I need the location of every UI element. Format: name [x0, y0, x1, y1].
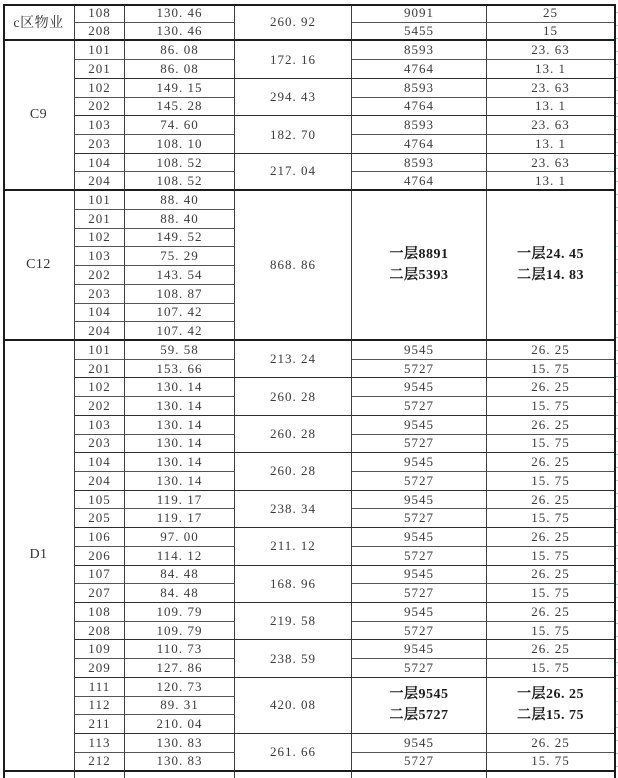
room-number-cell[interactable]: 202 — [75, 397, 125, 416]
area-cell[interactable]: 149. 15 — [125, 79, 235, 98]
room-number-cell[interactable]: 105 — [75, 491, 125, 510]
area-cell[interactable]: 88. 40 — [125, 210, 235, 229]
room-number-cell[interactable]: 201 — [75, 60, 125, 79]
rate-cell[interactable]: 26. 25 — [487, 416, 614, 435]
amount-cell[interactable]: 8593 — [352, 154, 487, 173]
amount-cell[interactable]: 9545 — [352, 378, 487, 397]
area-cell[interactable]: 130. 14 — [125, 378, 235, 397]
rate-cell[interactable]: 26. 25 — [487, 566, 614, 585]
merged-line: 一层8891 — [389, 247, 449, 263]
rate-cell[interactable]: 26. 25 — [487, 603, 614, 622]
room-number-cell[interactable]: 102 — [75, 79, 125, 98]
area-cell[interactable]: 143. 54 — [125, 266, 235, 285]
area-cell[interactable]: 114. 12 — [125, 547, 235, 566]
merged-rate-cell[interactable] — [487, 191, 614, 341]
rate-cell[interactable]: 15. 75 — [487, 659, 614, 678]
amount-cell[interactable]: 5727 — [352, 472, 487, 491]
area-cell[interactable]: 89. 31 — [125, 697, 235, 716]
group-total-cell[interactable]: 172. 16 — [235, 41, 352, 78]
group-total-cell[interactable]: 260. 28 — [235, 453, 352, 490]
group-total-cell[interactable]: 294. 43 — [235, 79, 352, 116]
rate-cell[interactable]: 15. 75 — [487, 509, 614, 528]
area-cell[interactable]: 84. 48 — [125, 566, 235, 585]
group-total-cell[interactable]: 219. 58 — [235, 603, 352, 640]
rate-cell[interactable]: 15. 75 — [487, 547, 614, 566]
area-cell[interactable]: 74. 60 — [125, 116, 235, 135]
amount-cell[interactable]: 5455 — [352, 23, 487, 42]
area-cell[interactable]: 130. 46 — [125, 4, 235, 23]
room-number-cell[interactable]: 101 — [75, 191, 125, 210]
amount-cell[interactable]: 5727 — [352, 622, 487, 641]
group-total-cell[interactable]: 238. 59 — [235, 640, 352, 677]
group-total-cell[interactable]: 260. 28 — [235, 416, 352, 453]
area-cell[interactable]: 108. 10 — [125, 135, 235, 154]
amount-cell[interactable]: 9545 — [352, 566, 487, 585]
rate-cell[interactable]: 23. 63 — [487, 79, 614, 98]
area-cell[interactable]: 130. 14 — [125, 472, 235, 491]
merged-line: 二层5393 — [389, 268, 449, 284]
merged-rate-cell[interactable] — [487, 678, 614, 734]
room-number-cell[interactable]: 203 — [75, 435, 125, 454]
amount-cell[interactable]: 4764 — [352, 135, 487, 154]
empty-cell[interactable] — [3, 772, 75, 778]
rate-cell[interactable]: 26. 25 — [487, 341, 614, 360]
group-total-cell[interactable]: 420. 08 — [235, 678, 352, 734]
group-total-cell[interactable]: 168. 96 — [235, 566, 352, 603]
rate-cell[interactable]: 26. 25 — [487, 378, 614, 397]
room-number-cell[interactable]: 103 — [75, 116, 125, 135]
group-total-cell[interactable]: 260. 92 — [235, 4, 352, 41]
amount-cell[interactable]: 5727 — [352, 547, 487, 566]
amount-cell[interactable]: 4764 — [352, 60, 487, 79]
rate-cell[interactable]: 23. 63 — [487, 41, 614, 60]
merged-amount-cell[interactable] — [352, 191, 487, 341]
room-number-cell[interactable]: 209 — [75, 659, 125, 678]
room-number-cell[interactable]: 204 — [75, 472, 125, 491]
amount-cell[interactable]: 8593 — [352, 116, 487, 135]
area-cell[interactable]: 109. 79 — [125, 622, 235, 641]
area-cell[interactable]: 130. 83 — [125, 734, 235, 753]
room-number-cell[interactable]: 104 — [75, 304, 125, 323]
amount-cell[interactable]: 5727 — [352, 659, 487, 678]
area-cell[interactable]: 130. 14 — [125, 435, 235, 454]
room-number-cell[interactable]: 103 — [75, 416, 125, 435]
room-number-cell[interactable]: 101 — [75, 41, 125, 60]
group-total-cell[interactable]: 213. 24 — [235, 341, 352, 378]
amount-cell[interactable]: 5727 — [352, 435, 487, 454]
area-cell[interactable]: 109. 79 — [125, 603, 235, 622]
amount-cell[interactable]: 5727 — [352, 584, 487, 603]
room-number-cell[interactable]: 103 — [75, 247, 125, 266]
empty-cell[interactable] — [235, 772, 352, 778]
rate-cell[interactable]: 15. 75 — [487, 584, 614, 603]
rate-cell[interactable]: 26. 25 — [487, 453, 614, 472]
room-number-cell[interactable]: 206 — [75, 547, 125, 566]
group-total-cell[interactable]: 238. 34 — [235, 491, 352, 528]
amount-cell[interactable]: 9545 — [352, 491, 487, 510]
room-number-cell[interactable]: 108 — [75, 603, 125, 622]
area-cell[interactable]: 59. 58 — [125, 341, 235, 360]
area-cell[interactable]: 110. 73 — [125, 640, 235, 659]
area-cell[interactable]: 84. 48 — [125, 584, 235, 603]
amount-cell[interactable]: 9545 — [352, 603, 487, 622]
room-number-cell[interactable]: 204 — [75, 322, 125, 341]
group-total-cell[interactable]: 868. 86 — [235, 191, 352, 341]
rate-cell[interactable]: 23. 63 — [487, 116, 614, 135]
rate-cell[interactable]: 13. 1 — [487, 60, 614, 79]
area-cell[interactable]: 108. 52 — [125, 154, 235, 173]
room-number-cell[interactable]: 208 — [75, 622, 125, 641]
group-total-cell[interactable]: 260. 28 — [235, 378, 352, 415]
room-number-cell[interactable]: 201 — [75, 360, 125, 379]
rate-cell[interactable]: 26. 25 — [487, 528, 614, 547]
room-number-cell[interactable]: 107 — [75, 566, 125, 585]
room-number-cell[interactable]: 201 — [75, 210, 125, 229]
empty-cell[interactable] — [75, 772, 125, 778]
room-number-cell[interactable]: 207 — [75, 584, 125, 603]
rate-cell[interactable]: 26. 25 — [487, 491, 614, 510]
area-cell[interactable]: 130. 14 — [125, 453, 235, 472]
area-cell[interactable]: 119. 17 — [125, 491, 235, 510]
area-cell[interactable]: 130. 46 — [125, 23, 235, 42]
room-number-cell[interactable]: 108 — [75, 4, 125, 23]
room-number-cell[interactable]: 203 — [75, 285, 125, 304]
rate-cell[interactable]: 15. 75 — [487, 622, 614, 641]
amount-cell[interactable]: 8593 — [352, 79, 487, 98]
rate-cell[interactable]: 26. 25 — [487, 734, 614, 753]
empty-cell[interactable] — [125, 772, 235, 778]
amount-cell[interactable]: 9545 — [352, 734, 487, 753]
room-number-cell[interactable]: 208 — [75, 23, 125, 42]
room-number-cell[interactable]: 202 — [75, 98, 125, 117]
amount-cell[interactable]: 9545 — [352, 640, 487, 659]
area-cell[interactable]: 107. 42 — [125, 322, 235, 341]
amount-cell[interactable]: 9545 — [352, 528, 487, 547]
building-cell[interactable]: c区物业 — [3, 4, 75, 41]
area-cell[interactable]: 75. 29 — [125, 247, 235, 266]
rate-cell[interactable]: 15. 75 — [487, 397, 614, 416]
room-number-cell[interactable]: 111 — [75, 678, 125, 697]
amount-cell[interactable]: 4764 — [352, 172, 487, 191]
area-cell[interactable]: 130. 14 — [125, 416, 235, 435]
room-number-cell[interactable]: 101 — [75, 341, 125, 360]
building-cell[interactable]: D1 — [3, 341, 75, 772]
amount-cell[interactable]: 5727 — [352, 397, 487, 416]
rate-cell[interactable]: 13. 1 — [487, 172, 614, 191]
amount-cell[interactable]: 5727 — [352, 509, 487, 528]
area-cell[interactable]: 119. 17 — [125, 509, 235, 528]
area-cell[interactable]: 130. 14 — [125, 397, 235, 416]
room-number-cell[interactable]: 205 — [75, 509, 125, 528]
room-number-cell[interactable]: 109 — [75, 640, 125, 659]
merged-amount-cell[interactable] — [352, 678, 487, 734]
area-cell[interactable]: 97. 00 — [125, 528, 235, 547]
amount-cell[interactable]: 8593 — [352, 41, 487, 60]
merged-line: 一层24. 45 — [517, 247, 584, 263]
rate-cell[interactable]: 15 — [487, 23, 614, 42]
area-cell[interactable]: 107. 42 — [125, 304, 235, 323]
group-total-cell[interactable]: 182. 70 — [235, 116, 352, 153]
area-cell[interactable]: 210. 04 — [125, 715, 235, 734]
area-cell[interactable]: 88. 40 — [125, 191, 235, 210]
room-number-cell[interactable]: 202 — [75, 266, 125, 285]
merged-line: 二层14. 83 — [517, 268, 584, 284]
room-number-cell[interactable]: 112 — [75, 697, 125, 716]
merged-line: 一层9545 — [389, 687, 449, 703]
amount-cell[interactable]: 9545 — [352, 453, 487, 472]
area-cell[interactable]: 153. 66 — [125, 360, 235, 379]
area-cell[interactable]: 86. 08 — [125, 60, 235, 79]
building-cell[interactable]: C9 — [3, 41, 75, 191]
empty-cell[interactable] — [352, 772, 487, 778]
merged-line: 二层5727 — [389, 708, 449, 724]
merged-line: 二层15. 75 — [517, 708, 584, 724]
area-cell[interactable]: 127. 86 — [125, 659, 235, 678]
area-cell[interactable]: 130. 83 — [125, 753, 235, 772]
room-number-cell[interactable]: 106 — [75, 528, 125, 547]
merged-line: 一层26. 25 — [517, 687, 584, 703]
group-total-cell[interactable]: 261. 66 — [235, 734, 352, 771]
room-number-cell[interactable]: 102 — [75, 378, 125, 397]
empty-cell[interactable] — [487, 772, 614, 778]
rate-cell[interactable]: 15. 75 — [487, 360, 614, 379]
rate-cell[interactable]: 23. 63 — [487, 154, 614, 173]
rate-cell[interactable]: 15. 75 — [487, 435, 614, 454]
area-cell[interactable]: 149. 52 — [125, 229, 235, 248]
group-total-cell[interactable]: 211. 12 — [235, 528, 352, 565]
room-number-cell[interactable]: 212 — [75, 753, 125, 772]
building-cell[interactable]: C12 — [3, 191, 75, 341]
area-cell[interactable]: 145. 28 — [125, 98, 235, 117]
group-total-cell[interactable]: 217. 04 — [235, 154, 352, 191]
room-number-cell[interactable]: 113 — [75, 734, 125, 753]
amount-cell[interactable]: 9545 — [352, 341, 487, 360]
area-cell[interactable]: 120. 73 — [125, 678, 235, 697]
rate-cell[interactable]: 15. 75 — [487, 753, 614, 772]
amount-cell[interactable]: 5727 — [352, 360, 487, 379]
room-number-cell[interactable]: 203 — [75, 135, 125, 154]
amount-cell[interactable]: 5727 — [352, 753, 487, 772]
rate-cell[interactable]: 26. 25 — [487, 640, 614, 659]
rate-cell[interactable]: 13. 1 — [487, 135, 614, 154]
room-number-cell[interactable]: 102 — [75, 229, 125, 248]
area-cell[interactable]: 86. 08 — [125, 41, 235, 60]
room-number-cell[interactable]: 104 — [75, 154, 125, 173]
area-cell[interactable]: 108. 87 — [125, 285, 235, 304]
rate-cell[interactable]: 13. 1 — [487, 98, 614, 117]
amount-cell[interactable]: 4764 — [352, 98, 487, 117]
rate-cell[interactable]: 25 — [487, 4, 614, 23]
room-number-cell[interactable]: 211 — [75, 715, 125, 734]
area-cell[interactable]: 108. 52 — [125, 172, 235, 191]
rate-cell[interactable]: 15. 75 — [487, 472, 614, 491]
amount-cell[interactable]: 9091 — [352, 4, 487, 23]
amount-cell[interactable]: 9545 — [352, 416, 487, 435]
room-number-cell[interactable]: 204 — [75, 172, 125, 191]
room-number-cell[interactable]: 104 — [75, 453, 125, 472]
